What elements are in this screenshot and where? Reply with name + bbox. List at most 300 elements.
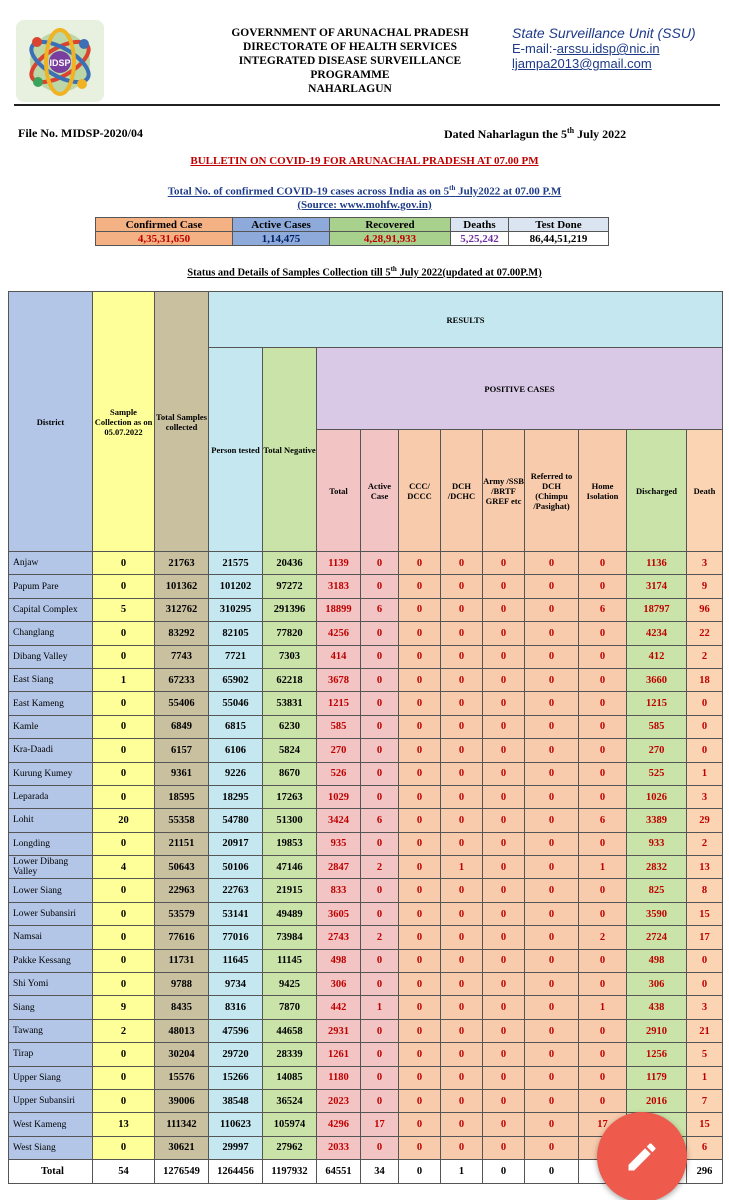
table-row bbox=[9, 902, 723, 925]
table-row bbox=[9, 973, 723, 996]
active-case-cell: 0 bbox=[361, 552, 399, 575]
active-case-cell: 0 bbox=[361, 622, 399, 645]
deaths-header: Deaths bbox=[451, 218, 509, 232]
sample-collection-cell: 0 bbox=[93, 762, 155, 785]
active-case-cell: 0 bbox=[361, 879, 399, 902]
recovered-header: Recovered bbox=[330, 218, 451, 232]
table-row bbox=[9, 598, 723, 621]
dated-line bbox=[444, 126, 626, 142]
referred-dch-cell: 0 bbox=[525, 832, 579, 855]
referred-dch-cell: 0 bbox=[525, 1043, 579, 1066]
death-cell: 0 bbox=[687, 949, 723, 972]
person-tested-cell: 82105 bbox=[209, 622, 263, 645]
active-case-cell: 17 bbox=[361, 1113, 399, 1136]
home-isolation-cell: 0 bbox=[579, 1089, 627, 1112]
dch-dchc-cell: 0 bbox=[441, 785, 483, 808]
district-name-cell: Changlang bbox=[9, 622, 93, 645]
sample-collection-cell: 5 bbox=[93, 598, 155, 621]
referred-dch-cell: 0 bbox=[525, 645, 579, 668]
sample-collection-cell: 13 bbox=[93, 1113, 155, 1136]
referred-dch-cell: 0 bbox=[525, 785, 579, 808]
positive-total-cell: 2743 bbox=[317, 926, 361, 949]
pencil-icon bbox=[624, 1139, 660, 1175]
death-cell: 9 bbox=[687, 575, 723, 598]
ccc-dccc-cell: 0 bbox=[399, 668, 441, 691]
discharged-cell: 1136 bbox=[627, 552, 687, 575]
ccc-dccc-cell: 0 bbox=[399, 879, 441, 902]
ccc-dccc-cell: 0 bbox=[399, 856, 441, 879]
discharged-cell: 2724 bbox=[627, 926, 687, 949]
total-negative-cell: 97272 bbox=[263, 575, 317, 598]
district-name-cell: Lower Dibang Valley bbox=[9, 856, 93, 879]
dch-dchc-cell: 1 bbox=[441, 1160, 483, 1184]
death-cell: 22 bbox=[687, 622, 723, 645]
home-isolation-cell: 0 bbox=[579, 668, 627, 691]
dch-dchc-cell: 0 bbox=[441, 598, 483, 621]
sample-collection-cell: 0 bbox=[93, 879, 155, 902]
total-samples-cell: 55406 bbox=[155, 692, 209, 715]
department-header bbox=[200, 26, 500, 96]
referred-dch-cell: 0 bbox=[525, 1019, 579, 1042]
discharged-cell: 1179 bbox=[627, 1066, 687, 1089]
table-row bbox=[9, 949, 723, 972]
home-isolation-cell: 0 bbox=[579, 575, 627, 598]
total-samples-cell: 30204 bbox=[155, 1043, 209, 1066]
dch-dchc-cell: 0 bbox=[441, 1019, 483, 1042]
ccc-dccc-cell: 0 bbox=[399, 552, 441, 575]
home-isolation-cell: 0 bbox=[579, 552, 627, 575]
referred-dch-cell: 0 bbox=[525, 926, 579, 949]
death-cell: 2 bbox=[687, 645, 723, 668]
person-tested-cell: 22763 bbox=[209, 879, 263, 902]
active-case-cell: 2 bbox=[361, 856, 399, 879]
ccc-dccc-cell: 0 bbox=[399, 785, 441, 808]
district-name-cell: Upper Subansiri bbox=[9, 1089, 93, 1112]
active-case-header: Active Case bbox=[361, 430, 399, 552]
district-name-cell: Tirap bbox=[9, 1043, 93, 1066]
sample-collection-cell: 0 bbox=[93, 1043, 155, 1066]
total-negative-cell: 28339 bbox=[263, 1043, 317, 1066]
total-samples-cell: 50643 bbox=[155, 856, 209, 879]
army-ssb-cell: 0 bbox=[483, 926, 525, 949]
active-case-cell: 0 bbox=[361, 715, 399, 738]
sample-collection-cell: 0 bbox=[93, 739, 155, 762]
district-name-cell: Anjaw bbox=[9, 552, 93, 575]
person-tested-cell: 9734 bbox=[209, 973, 263, 996]
referred-dch-cell: 0 bbox=[525, 668, 579, 691]
referred-dch-cell: 0 bbox=[525, 1160, 579, 1184]
death-cell: 17 bbox=[687, 926, 723, 949]
positive-total-cell: 3678 bbox=[317, 668, 361, 691]
dch-dchc-cell: 0 bbox=[441, 832, 483, 855]
total-samples-cell: 53579 bbox=[155, 902, 209, 925]
discharged-cell: 933 bbox=[627, 832, 687, 855]
district-name-cell: Kurung Kumey bbox=[9, 762, 93, 785]
referred-dch-cell: 0 bbox=[525, 1089, 579, 1112]
table-row bbox=[9, 715, 723, 738]
total-samples-cell: 111342 bbox=[155, 1113, 209, 1136]
ccc-dccc-cell: 0 bbox=[399, 973, 441, 996]
table-row bbox=[9, 739, 723, 762]
total-samples-cell: 18595 bbox=[155, 785, 209, 808]
ccc-dccc-cell: 0 bbox=[399, 1043, 441, 1066]
person-tested-cell: 8316 bbox=[209, 996, 263, 1019]
table-row bbox=[9, 1043, 723, 1066]
active-case-cell: 6 bbox=[361, 598, 399, 621]
bulletin-title: BULLETIN ON COVID-19 FOR ARUNACHAL PRADESH AT 07.00 PM bbox=[190, 155, 539, 167]
positive-total-cell: 306 bbox=[317, 973, 361, 996]
referred-dch-cell: 0 bbox=[525, 809, 579, 832]
army-ssb-cell: 0 bbox=[483, 996, 525, 1019]
active-case-cell: 0 bbox=[361, 785, 399, 808]
email-prefix: E-mail:- bbox=[512, 41, 557, 56]
person-tested-cell: 110623 bbox=[209, 1113, 263, 1136]
home-isolation-header: Home Isolation bbox=[579, 430, 627, 552]
person-tested-cell: 15266 bbox=[209, 1066, 263, 1089]
ccc-dccc-cell: 0 bbox=[399, 1113, 441, 1136]
ccc-dccc-cell: 0 bbox=[399, 715, 441, 738]
active-case-cell: 0 bbox=[361, 973, 399, 996]
active-case-cell: 0 bbox=[361, 832, 399, 855]
active-case-cell: 0 bbox=[361, 1136, 399, 1159]
referred-dch-cell: 0 bbox=[525, 552, 579, 575]
positive-total-cell: 833 bbox=[317, 879, 361, 902]
india-title-suffix: July2022 at 07.00 P.M bbox=[455, 185, 562, 198]
death-cell: 13 bbox=[687, 856, 723, 879]
positive-total-cell: 4256 bbox=[317, 622, 361, 645]
ccc-dccc-cell: 0 bbox=[399, 832, 441, 855]
discharged-cell: 498 bbox=[627, 949, 687, 972]
discharged-cell: 270 bbox=[627, 739, 687, 762]
active-case-cell: 6 bbox=[361, 809, 399, 832]
edit-fab-button[interactable] bbox=[597, 1112, 687, 1200]
positive-total-cell: 1139 bbox=[317, 552, 361, 575]
person-tested-cell: 55046 bbox=[209, 692, 263, 715]
home-isolation-cell: 0 bbox=[579, 1066, 627, 1089]
total-samples-cell: 8435 bbox=[155, 996, 209, 1019]
army-ssb-cell: 0 bbox=[483, 1136, 525, 1159]
active-case-cell: 1 bbox=[361, 996, 399, 1019]
sample-collection-cell: 0 bbox=[93, 645, 155, 668]
email-link-1[interactable]: arssu.idsp@nic.in bbox=[556, 41, 660, 56]
sample-collection-cell: 0 bbox=[93, 973, 155, 996]
referred-dch-cell: 0 bbox=[525, 715, 579, 738]
death-cell: 15 bbox=[687, 1113, 723, 1136]
ccc-dccc-cell: 0 bbox=[399, 739, 441, 762]
referred-dch-cell: 0 bbox=[525, 739, 579, 762]
total-negative-cell: 21915 bbox=[263, 879, 317, 902]
death-cell: 15 bbox=[687, 902, 723, 925]
dch-dchc-cell: 0 bbox=[441, 1043, 483, 1066]
ccc-dccc-cell: 0 bbox=[399, 762, 441, 785]
referred-dch-cell: 0 bbox=[525, 856, 579, 879]
discharged-cell: 412 bbox=[627, 645, 687, 668]
district-name-cell: Lower Siang bbox=[9, 879, 93, 902]
home-isolation-cell: 0 bbox=[579, 785, 627, 808]
positive-total-cell: 585 bbox=[317, 715, 361, 738]
referred-dch-cell: 0 bbox=[525, 1066, 579, 1089]
confirmed-header: Confirmed Case bbox=[96, 218, 233, 232]
sample-collection-cell: 9 bbox=[93, 996, 155, 1019]
total-samples-cell: 312762 bbox=[155, 598, 209, 621]
dch-dchc-cell: 0 bbox=[441, 645, 483, 668]
ccc-header: CCC/ DCCC bbox=[399, 430, 441, 552]
active-case-cell: 0 bbox=[361, 739, 399, 762]
table-row bbox=[9, 926, 723, 949]
ccc-dccc-cell: 0 bbox=[399, 1089, 441, 1112]
total-samples-cell: 7743 bbox=[155, 645, 209, 668]
referred-dch-cell: 0 bbox=[525, 879, 579, 902]
person-tested-cell: 6106 bbox=[209, 739, 263, 762]
district-name-cell: Leparada bbox=[9, 785, 93, 808]
district-name-cell: Total bbox=[9, 1160, 93, 1184]
active-case-cell: 0 bbox=[361, 902, 399, 925]
total-negative-cell: 36524 bbox=[263, 1089, 317, 1112]
district-name-cell: East Kameng bbox=[9, 692, 93, 715]
active-case-cell: 2 bbox=[361, 926, 399, 949]
district-name-cell: Tawang bbox=[9, 1019, 93, 1042]
table-row bbox=[9, 645, 723, 668]
ccc-dccc-cell: 0 bbox=[399, 1136, 441, 1159]
total-samples-cell: 77616 bbox=[155, 926, 209, 949]
sample-collection-cell: 0 bbox=[93, 622, 155, 645]
discharged-cell: 306 bbox=[627, 973, 687, 996]
total-negative-cell: 9425 bbox=[263, 973, 317, 996]
total-negative-cell: 105974 bbox=[263, 1113, 317, 1136]
total-samples-cell: 6157 bbox=[155, 739, 209, 762]
person-tested-header: Person tested bbox=[209, 348, 263, 552]
table-row bbox=[9, 832, 723, 855]
ssu-title: State Surveillance Unit (SSU) bbox=[512, 25, 696, 41]
active-case-cell: 0 bbox=[361, 692, 399, 715]
active-case-cell: 0 bbox=[361, 668, 399, 691]
confirmed-value: 4,35,31,650 bbox=[96, 232, 233, 246]
death-cell: 1 bbox=[687, 762, 723, 785]
total-samples-cell: 83292 bbox=[155, 622, 209, 645]
discharged-header: Discharged bbox=[627, 430, 687, 552]
table-row bbox=[9, 785, 723, 808]
referred-dch-cell: 0 bbox=[525, 996, 579, 1019]
sample-collection-cell: 0 bbox=[93, 832, 155, 855]
dch-dchc-cell: 0 bbox=[441, 739, 483, 762]
dch-dchc-cell: 0 bbox=[441, 622, 483, 645]
total-samples-cell: 9788 bbox=[155, 973, 209, 996]
referred-dch-cell: 0 bbox=[525, 692, 579, 715]
positive-total-cell: 498 bbox=[317, 949, 361, 972]
referred-header: Referred to DCH (Chimpu /Pasighat) bbox=[525, 430, 579, 552]
discharged-cell: 2910 bbox=[627, 1019, 687, 1042]
referred-dch-cell: 0 bbox=[525, 575, 579, 598]
ccc-dccc-cell: 0 bbox=[399, 1066, 441, 1089]
positive-total-cell: 935 bbox=[317, 832, 361, 855]
ccc-dccc-cell: 0 bbox=[399, 1019, 441, 1042]
death-cell: 7 bbox=[687, 1089, 723, 1112]
total-samples-cell: 30621 bbox=[155, 1136, 209, 1159]
active-case-cell: 0 bbox=[361, 575, 399, 598]
active-value: 1,14,475 bbox=[233, 232, 330, 246]
dch-dchc-cell: 0 bbox=[441, 926, 483, 949]
home-isolation-cell: 6 bbox=[579, 809, 627, 832]
total-negative-cell: 47146 bbox=[263, 856, 317, 879]
table-row bbox=[9, 879, 723, 902]
dch-dchc-cell: 0 bbox=[441, 668, 483, 691]
total-negative-cell: 1197932 bbox=[263, 1160, 317, 1184]
discharged-cell: 1026 bbox=[627, 785, 687, 808]
home-isolation-cell: 0 bbox=[579, 879, 627, 902]
army-ssb-cell: 0 bbox=[483, 692, 525, 715]
army-ssb-cell: 0 bbox=[483, 575, 525, 598]
referred-dch-cell: 0 bbox=[525, 902, 579, 925]
total-samples-header: Total Samples collected bbox=[155, 292, 209, 552]
sample-collection-cell: 0 bbox=[93, 785, 155, 808]
army-ssb-cell: 0 bbox=[483, 1066, 525, 1089]
death-cell: 21 bbox=[687, 1019, 723, 1042]
total-negative-cell: 53831 bbox=[263, 692, 317, 715]
total-negative-cell: 5824 bbox=[263, 739, 317, 762]
ccc-dccc-cell: 0 bbox=[399, 1160, 441, 1184]
referred-dch-cell: 0 bbox=[525, 762, 579, 785]
dch-dchc-cell: 0 bbox=[441, 552, 483, 575]
table-row bbox=[9, 692, 723, 715]
person-tested-cell: 18295 bbox=[209, 785, 263, 808]
positive-total-cell: 1261 bbox=[317, 1043, 361, 1066]
death-cell: 5 bbox=[687, 1043, 723, 1066]
sample-collection-cell: 0 bbox=[93, 926, 155, 949]
district-name-cell: Lower Subansiri bbox=[9, 902, 93, 925]
recovered-value: 4,28,91,933 bbox=[330, 232, 451, 246]
dch-dchc-cell: 0 bbox=[441, 1089, 483, 1112]
positive-total-cell: 3183 bbox=[317, 575, 361, 598]
referred-dch-cell: 0 bbox=[525, 622, 579, 645]
sample-collection-cell: 0 bbox=[93, 1089, 155, 1112]
total-negative-cell: 17263 bbox=[263, 785, 317, 808]
death-cell: 8 bbox=[687, 879, 723, 902]
district-name-cell: Papum Pare bbox=[9, 575, 93, 598]
total-negative-cell: 19853 bbox=[263, 832, 317, 855]
death-cell: 18 bbox=[687, 668, 723, 691]
discharged-cell: 1256 bbox=[627, 1043, 687, 1066]
death-cell: 0 bbox=[687, 973, 723, 996]
total-negative-cell: 44658 bbox=[263, 1019, 317, 1042]
district-name-cell: Shi Yomi bbox=[9, 973, 93, 996]
positive-total-cell: 18899 bbox=[317, 598, 361, 621]
person-tested-cell: 6815 bbox=[209, 715, 263, 738]
idsp-logo bbox=[16, 20, 104, 102]
email-link-2[interactable]: ljampa2013@gmail.com bbox=[512, 56, 652, 71]
total-negative-cell: 291396 bbox=[263, 598, 317, 621]
total-negative-cell: 51300 bbox=[263, 809, 317, 832]
home-isolation-cell: 1 bbox=[579, 856, 627, 879]
table-row bbox=[9, 668, 723, 691]
person-tested-cell: 20917 bbox=[209, 832, 263, 855]
table-row bbox=[9, 1089, 723, 1112]
file-number: File No. MIDSP-2020/04 bbox=[18, 126, 143, 140]
sample-collection-cell: 0 bbox=[93, 1066, 155, 1089]
total-samples-cell: 55358 bbox=[155, 809, 209, 832]
active-case-cell: 34 bbox=[361, 1160, 399, 1184]
army-ssb-cell: 0 bbox=[483, 1160, 525, 1184]
district-name-cell: Upper Siang bbox=[9, 1066, 93, 1089]
positive-total-header: Total bbox=[317, 430, 361, 552]
person-tested-cell: 7721 bbox=[209, 645, 263, 668]
person-tested-cell: 47596 bbox=[209, 1019, 263, 1042]
army-ssb-cell: 0 bbox=[483, 1019, 525, 1042]
dch-dchc-cell: 1 bbox=[441, 856, 483, 879]
active-case-cell: 0 bbox=[361, 1066, 399, 1089]
deaths-value: 5,25,242 bbox=[451, 232, 509, 246]
person-tested-cell: 9226 bbox=[209, 762, 263, 785]
death-cell: 96 bbox=[687, 598, 723, 621]
home-isolation-cell: 0 bbox=[579, 645, 627, 668]
death-cell: 1 bbox=[687, 1066, 723, 1089]
death-cell: 296 bbox=[687, 1160, 723, 1184]
person-tested-cell: 38548 bbox=[209, 1089, 263, 1112]
discharged-cell: 3389 bbox=[627, 809, 687, 832]
sample-collection-cell: 2 bbox=[93, 1019, 155, 1042]
sample-collection-cell: 0 bbox=[93, 1136, 155, 1159]
army-ssb-cell: 0 bbox=[483, 622, 525, 645]
active-case-cell: 0 bbox=[361, 645, 399, 668]
samples-title-sup: th bbox=[390, 265, 397, 273]
army-header: Army /SSB /BRTF GREF etc bbox=[483, 430, 525, 552]
ccc-dccc-cell: 0 bbox=[399, 926, 441, 949]
dch-dchc-cell: 0 bbox=[441, 902, 483, 925]
positive-total-cell: 2033 bbox=[317, 1136, 361, 1159]
table-row bbox=[9, 552, 723, 575]
total-negative-cell: 77820 bbox=[263, 622, 317, 645]
person-tested-cell: 29720 bbox=[209, 1043, 263, 1066]
death-cell: 3 bbox=[687, 785, 723, 808]
referred-dch-cell: 0 bbox=[525, 1113, 579, 1136]
referred-dch-cell: 0 bbox=[525, 973, 579, 996]
total-samples-cell: 6849 bbox=[155, 715, 209, 738]
sample-collection-cell: 0 bbox=[93, 692, 155, 715]
sample-collection-cell: 4 bbox=[93, 856, 155, 879]
person-tested-cell: 21575 bbox=[209, 552, 263, 575]
ccc-dccc-cell: 0 bbox=[399, 996, 441, 1019]
dch-dchc-cell: 0 bbox=[441, 973, 483, 996]
district-header: District bbox=[9, 292, 93, 552]
tests-value: 86,44,51,219 bbox=[509, 232, 609, 246]
total-samples-cell: 15576 bbox=[155, 1066, 209, 1089]
samples-title-suffix: July 2022(updated at 07.00P.M) bbox=[396, 267, 542, 279]
dch-header: DCH /DCHC bbox=[441, 430, 483, 552]
sample-collection-cell: 0 bbox=[93, 552, 155, 575]
gov-line-2: DIRECTORATE OF HEALTH SERVICES bbox=[242, 41, 457, 53]
home-isolation-cell: 6 bbox=[579, 598, 627, 621]
total-samples-cell: 21763 bbox=[155, 552, 209, 575]
army-ssb-cell: 0 bbox=[483, 1043, 525, 1066]
table-row bbox=[9, 809, 723, 832]
home-isolation-cell: 1 bbox=[579, 996, 627, 1019]
total-negative-cell: 8670 bbox=[263, 762, 317, 785]
logo-text: IDSP bbox=[49, 58, 71, 68]
india-summary-table bbox=[95, 217, 609, 246]
discharged-cell: 4234 bbox=[627, 622, 687, 645]
active-case-cell: 0 bbox=[361, 949, 399, 972]
ccc-dccc-cell: 0 bbox=[399, 622, 441, 645]
positive-total-cell: 2931 bbox=[317, 1019, 361, 1042]
home-isolation-cell: 0 bbox=[579, 949, 627, 972]
active-case-cell: 0 bbox=[361, 762, 399, 785]
total-samples-cell: 1276549 bbox=[155, 1160, 209, 1184]
discharged-cell: 2016 bbox=[627, 1089, 687, 1112]
district-name-cell: Siang bbox=[9, 996, 93, 1019]
district-name-cell: Lohit bbox=[9, 809, 93, 832]
army-ssb-cell: 0 bbox=[483, 739, 525, 762]
dch-dchc-cell: 0 bbox=[441, 996, 483, 1019]
home-isolation-cell: 0 bbox=[579, 692, 627, 715]
